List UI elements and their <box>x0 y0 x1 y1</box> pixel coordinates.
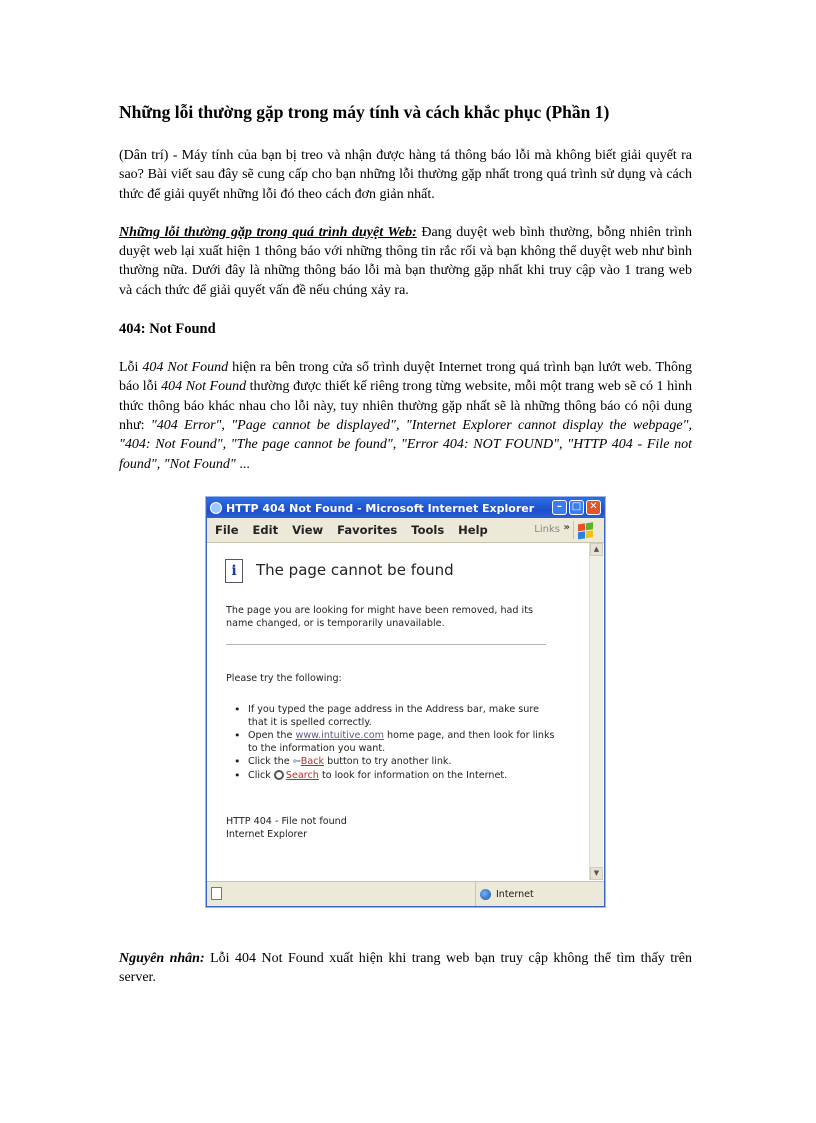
paragraph-404 <box>119 358 692 474</box>
subheading-404: 404: Not Found <box>119 321 216 338</box>
scroll-up-icon: ▲ <box>590 543 603 556</box>
window-controls <box>552 500 601 515</box>
maximize-icon: □ <box>569 500 584 515</box>
document-body <box>119 100 692 474</box>
close-icon: ✕ <box>586 500 601 515</box>
minimize-icon: – <box>552 500 567 515</box>
bullet3-text-b: button to try another link. <box>324 756 452 768</box>
cause-text: Lỗi 404 Not Found xuất hiện khi trang web bạn truy cập không thể tìm thấy trên server. <box>119 951 692 986</box>
security-zone <box>475 882 534 906</box>
scroll-down-icon: ▼ <box>590 867 603 880</box>
menu-tools: Tools <box>411 523 445 537</box>
vertical-scrollbar <box>589 543 603 880</box>
menu-view: View <box>292 523 324 537</box>
ie-window-title: HTTP 404 Not Found - Microsoft Internet Explorer <box>226 501 535 515</box>
p404-emph-b: 404 Not Found <box>142 360 229 376</box>
http-404-footer: HTTP 404 - File not found <box>226 816 347 827</box>
intro-paragraph: (Dân trí) - Máy tính của bạn bị treo và nhận được hàng tá thông báo lỗi mà không biết giải quyết ra sao? Bài viết sau đây sẽ cung cấp cho bạn những lỗi thường gặp nhất trong quá trình sử dụng và cách thức để giải quyết những lỗi đó theo cách đơn giản nhất. <box>119 148 692 202</box>
ie-menubar <box>207 518 604 543</box>
p404-ellipsis: ... <box>235 456 250 472</box>
p404-emph-d: 404 Not Found <box>161 379 247 395</box>
p404-text-e: thường được thiết kế riêng trong từng website, mỗi một trang web sẽ có 1 hình thức thông báo khác nhau cho lỗi này, tuy nhiên thường gặp nhất sẽ là những thông báo có nội dung như: <box>119 379 692 433</box>
error-description: The page you are looking for might have been removed, had its name changed, or is temporarily unavailable. <box>226 605 533 629</box>
menu-help: Help <box>458 523 488 537</box>
globe-icon <box>480 889 491 900</box>
ie-window-screenshot <box>206 497 605 907</box>
back-arrow-icon: ⇦ <box>292 756 301 768</box>
page-title: Những lỗi thường gặp trong máy tính và cách khắc phục (Phần 1) <box>119 102 610 122</box>
intuitive-link: www.intuitive.com <box>295 730 384 742</box>
ie-page-content <box>208 543 590 880</box>
bullet3-text-a: Click the <box>248 756 293 768</box>
search-link: Search <box>285 769 319 781</box>
divider <box>226 644 546 645</box>
links-label: Links <box>534 524 560 535</box>
back-link: Back <box>300 756 325 768</box>
error-title: The page cannot be found <box>256 561 454 579</box>
list-item <box>226 730 556 755</box>
chevron-icon: » <box>563 522 570 533</box>
suggestion-list <box>226 704 556 784</box>
ie-statusbar <box>207 881 604 906</box>
list-item <box>226 770 556 783</box>
ie-footer: Internet Explorer <box>226 829 308 840</box>
section-text: Đang duyệt web bình thường, bỗng nhiên trình duyệt web lại xuất hiện 1 thông báo với những thông tin rắc rối và bạn không thể duyệt web như bình thường nữa. Dưới đây là những thông báo lỗi mà bạn thường gặp nhất khi truy cập vào 1 trang web và cách thức để giải quyết vấn đề nếu chúng xảy ra. <box>119 224 692 298</box>
bullet4-text-b: to look for information on the Internet. <box>318 769 508 781</box>
bullet4-text-a: Click <box>248 769 274 781</box>
ie-app-icon <box>210 502 222 514</box>
list-item: • If you typed the page address in the Address bar, make sure that it is spelled correctly. <box>226 704 556 729</box>
cause-label: Nguyên nhân: <box>119 951 205 966</box>
ie-titlebar <box>207 498 604 518</box>
try-label: Please try the following: <box>226 673 342 684</box>
section-label: Những lỗi thường gặp trong quá trình duyệt Web: <box>119 224 417 240</box>
p404-text-c: hiện ra bên trong cửa sổ trình duyệt Internet trong quá trình bạn lướt web. Thông báo lỗi <box>119 360 692 395</box>
windows-logo-icon <box>573 521 598 539</box>
menu-edit: Edit <box>252 523 279 537</box>
menu-favorites: Favorites <box>337 523 398 537</box>
bullet2-text-a: Open the <box>248 730 296 742</box>
bullet2-text-b: home page, and then look for links to the information you want. <box>248 730 555 754</box>
menu-file: File <box>215 523 239 537</box>
p404-text-a: Lỗi <box>119 360 143 376</box>
info-icon: i <box>225 559 243 583</box>
list-item <box>226 756 556 769</box>
cause-paragraph <box>119 949 692 988</box>
p404-examples: "404 Error", "Page cannot be displayed", "Internet Explorer cannot display the webpage", "404: Not Found", "The page cannot be found", "Error 404: NOT FOUND", "HTTP 404 - File not found", "Not Found" <box>119 417 692 472</box>
page-icon <box>211 887 222 900</box>
search-icon <box>274 770 284 780</box>
section-paragraph <box>119 223 692 300</box>
zone-label: Internet <box>496 888 534 900</box>
